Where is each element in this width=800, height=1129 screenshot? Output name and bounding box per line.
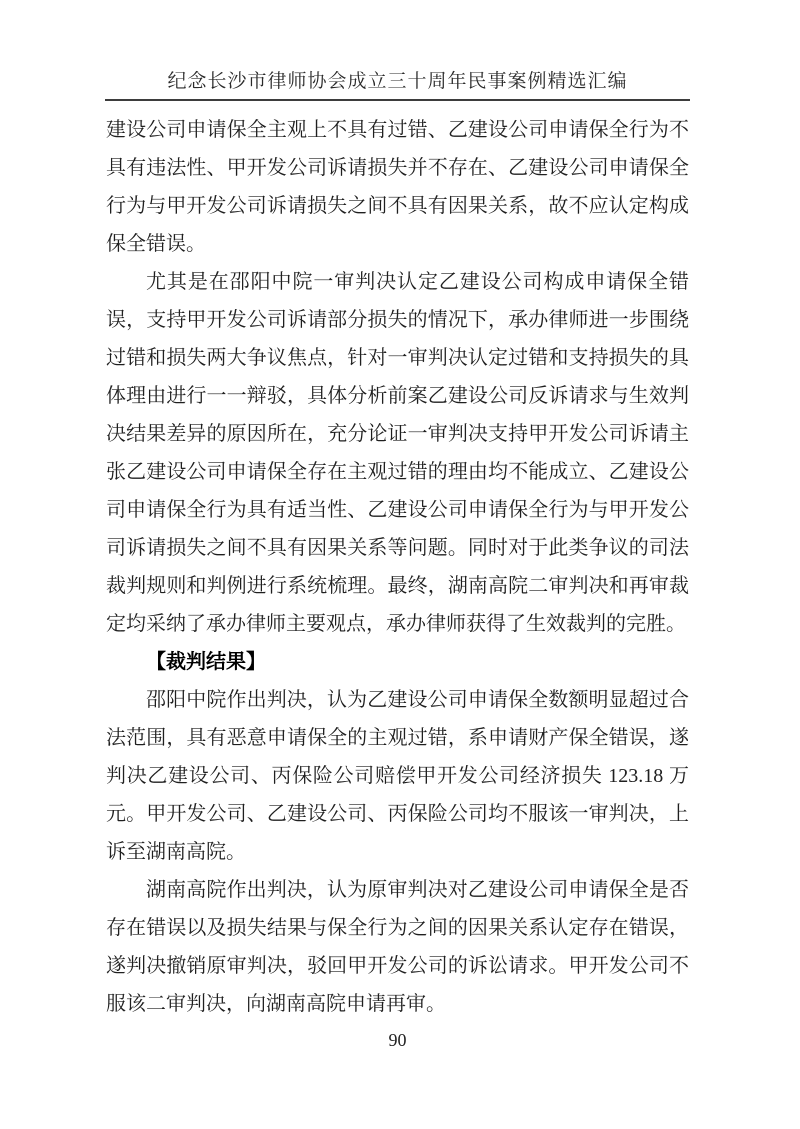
body-paragraph-first-instance: 邵阳中院作出判决，认为乙建设公司申请保全数额明显超过合法范围，具有恶意申请保全的主观过错，系申请财产保全错误，遂判决乙建设公司、丙保险公司赔偿甲开发公司经济损失 123.18 万元。甲开发公司、乙建设公司、丙保险公司均不服该一审判决，上诉至湖南高院。 [106,689,689,863]
document-body [106,111,689,1023]
header-divider [105,99,690,101]
section-heading-judgment-result: 【裁判结果】 [146,651,266,673]
page-header-title: 纪念长沙市律师协会成立三十周年民事案例精选汇编 [167,71,628,92]
body-paragraph-lawyer-argument: 尤其是在邵阳中院一审判决认定乙建设公司构成申请保全错误，支持甲开发公司诉请部分损失的情况下，承办律师进一步围绕过错和损失两大争议焦点，针对一审判决认定过错和支持损失的具体理由进行一一辩驳，具体分析前案乙建设公司反诉请求与生效判决结果差异的原因所在，充分论证一审判决支持甲开发公司诉请主张乙建设公司申请保全存在主观过错的理由均不能成立、乙建设公司申请保全行为具有适当性、乙建设公司申请保全行为与甲开发公司诉请损失之间不具有因果关系等问题。同时对于此类争议的司法裁判规则和判例进行系统梳理。最终，湖南高院二审判决和再审裁定均采纳了承办律师主要观点，承办律师获得了生效裁判的完胜。 [106,271,689,635]
page-number: 90 [388,1030,407,1050]
body-paragraph-second-instance: 湖南高院作出判决，认为原审判决对乙建设公司申请保全是否存在错误以及损失结果与保全行为之间的因果关系认定存在错误，遂判决撤销原审判决，驳回甲开发公司的诉讼请求。甲开发公司不服该二审判决，向湖南高院申请再审。 [106,879,689,1015]
body-paragraph-continuation: 建设公司申请保全主观上不具有过错、乙建设公司申请保全行为不具有违法性、甲开发公司诉请损失并不存在、乙建设公司申请保全行为与甲开发公司诉请损失之间不具有因果关系，故不应认定构成保全错误。 [106,119,689,255]
